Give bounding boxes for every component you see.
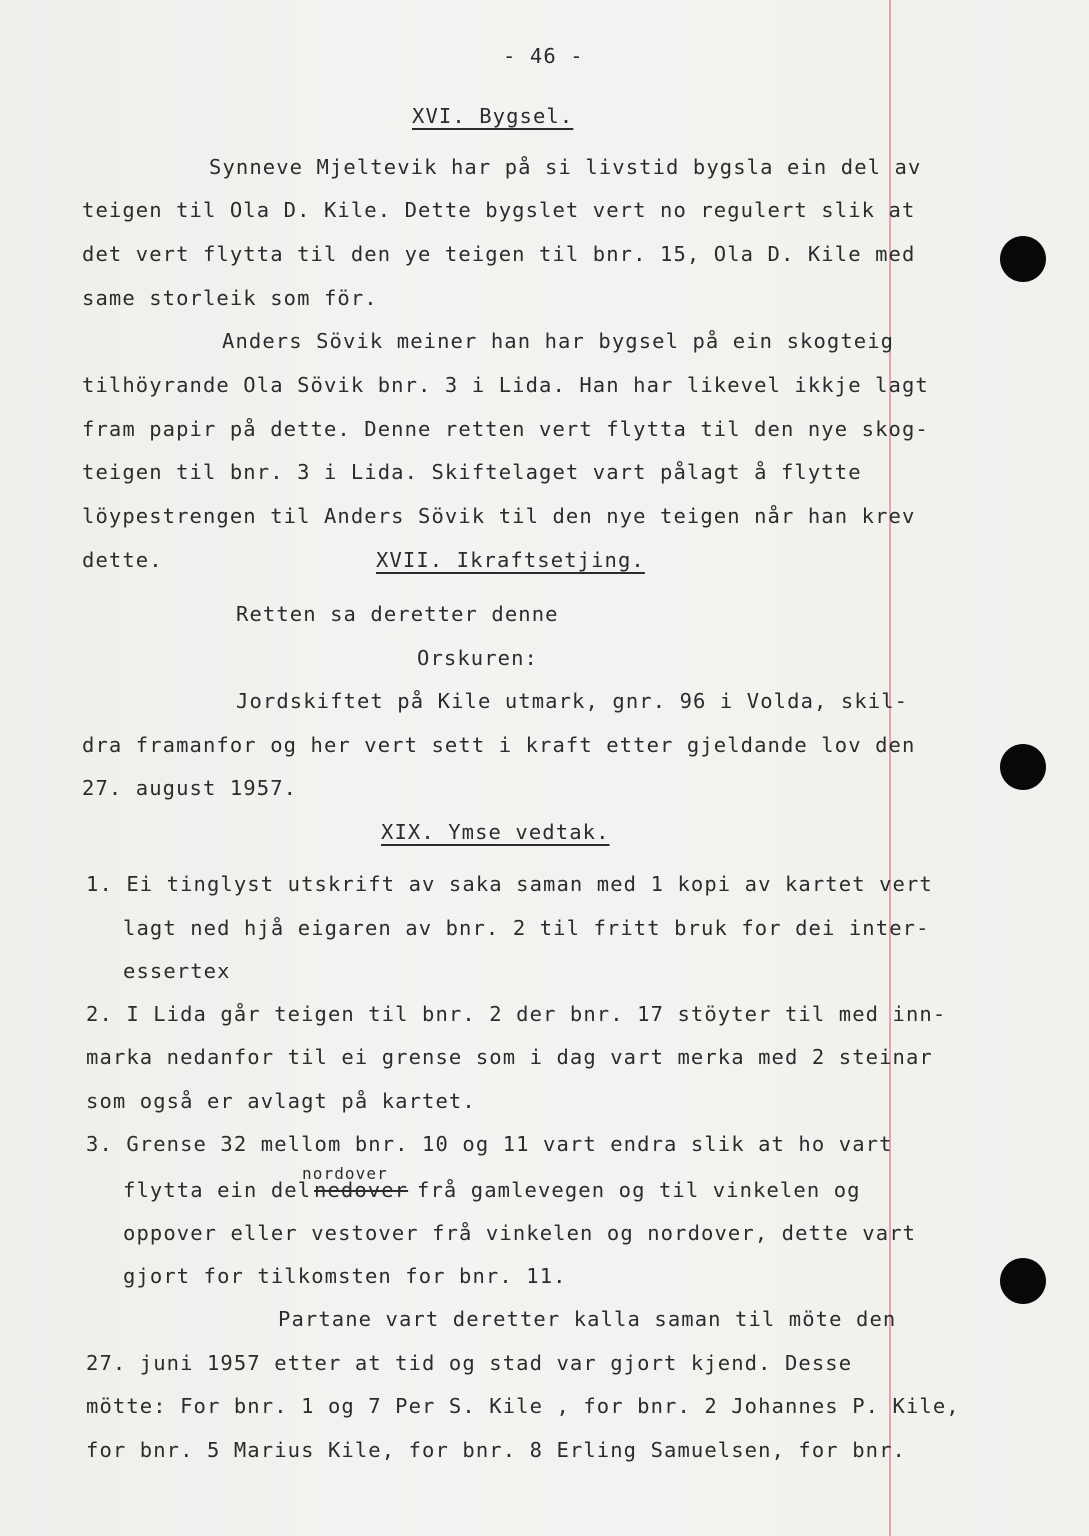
inserted-word: nordover [302, 1164, 388, 1183]
section-heading: XVII. Ikraftsetjing. [376, 548, 645, 572]
text-line: frå gamlevegen og til vinkelen og [417, 1178, 861, 1202]
text-line: 3. Grense 32 mellom bnr. 10 og 11 vart endra slik at ho vart [86, 1132, 893, 1156]
text-line: 1. Ei tinglyst utskrift av saka saman med 1 kopi av kartet vert [86, 872, 933, 896]
text-line: Synneve Mjeltevik har på si livstid bygsla ein del av [209, 155, 922, 179]
text-line: som også er avlagt på kartet. [86, 1089, 476, 1113]
text-line: gjort for tilkomsten for bnr. 11. [123, 1264, 567, 1288]
section-heading: XIX. Ymse vedtak. [381, 820, 610, 844]
text-line: det vert flytta til den ye teigen til bnr. 15, Ola D. Kile med [82, 242, 916, 266]
text-line: essertex [123, 959, 231, 983]
text-line: teigen til bnr. 3 i Lida. Skiftelaget vart pålagt å flytte [82, 460, 862, 484]
text-line: 2. I Lida går teigen til bnr. 2 der bnr. 17 stöyter til med inn- [86, 1002, 947, 1026]
text-line: mötte: For bnr. 1 og 7 Per S. Kile , for bnr. 2 Johannes P. Kile, [86, 1394, 960, 1418]
text-line: löypestrengen til Anders Sövik til den nye teigen når han krev [82, 504, 916, 528]
punch-hole-icon [1000, 1258, 1046, 1304]
text-line: dette. [82, 548, 163, 572]
punch-hole-icon [1000, 236, 1046, 282]
text-line: lagt ned hjå eigaren av bnr. 2 til fritt bruk for dei inter- [123, 916, 930, 940]
text-line: flytta ein del [123, 1178, 312, 1202]
text-line: fram papir på dette. Denne retten vert flytta til den nye skog- [82, 417, 929, 441]
text-line: oppover eller vestover frå vinkelen og nordover, dette vart [123, 1221, 917, 1245]
struck-word: nedover [314, 1178, 409, 1202]
section-heading: XVI. Bygsel. [412, 104, 574, 128]
punch-hole-icon [1000, 744, 1046, 790]
text-line: teigen til Ola D. Kile. Dette bygslet vert no regulert slik at [82, 198, 916, 222]
text-line: Orskuren: [417, 646, 538, 670]
text-line: Partane vart deretter kalla saman til möte den [278, 1307, 897, 1331]
text-line: Jordskiftet på Kile utmark, gnr. 96 i Volda, skil- [236, 689, 909, 713]
text-line: same storleik som för. [82, 286, 378, 310]
text-line: 27. juni 1957 etter at tid og stad var gjort kjend. Desse [86, 1351, 853, 1375]
text-line: dra framanfor og her vert sett i kraft etter gjeldande lov den [82, 733, 916, 757]
text-line: Retten sa deretter denne [236, 602, 559, 626]
text-line: for bnr. 5 Marius Kile, for bnr. 8 Erling Samuelsen, for bnr. [86, 1438, 906, 1462]
text-line: Anders Sövik meiner han har bygsel på ein skogteig [222, 329, 895, 353]
text-line: tilhöyrande Ola Sövik bnr. 3 i Lida. Han har likevel ikkje lagt [82, 373, 929, 397]
margin-line [889, 0, 891, 1536]
text-line: marka nedanfor til ei grense som i dag vart merka med 2 steinar [86, 1045, 933, 1069]
text-line: 27. august 1957. [82, 776, 298, 800]
page-number: - 46 - [503, 44, 584, 68]
